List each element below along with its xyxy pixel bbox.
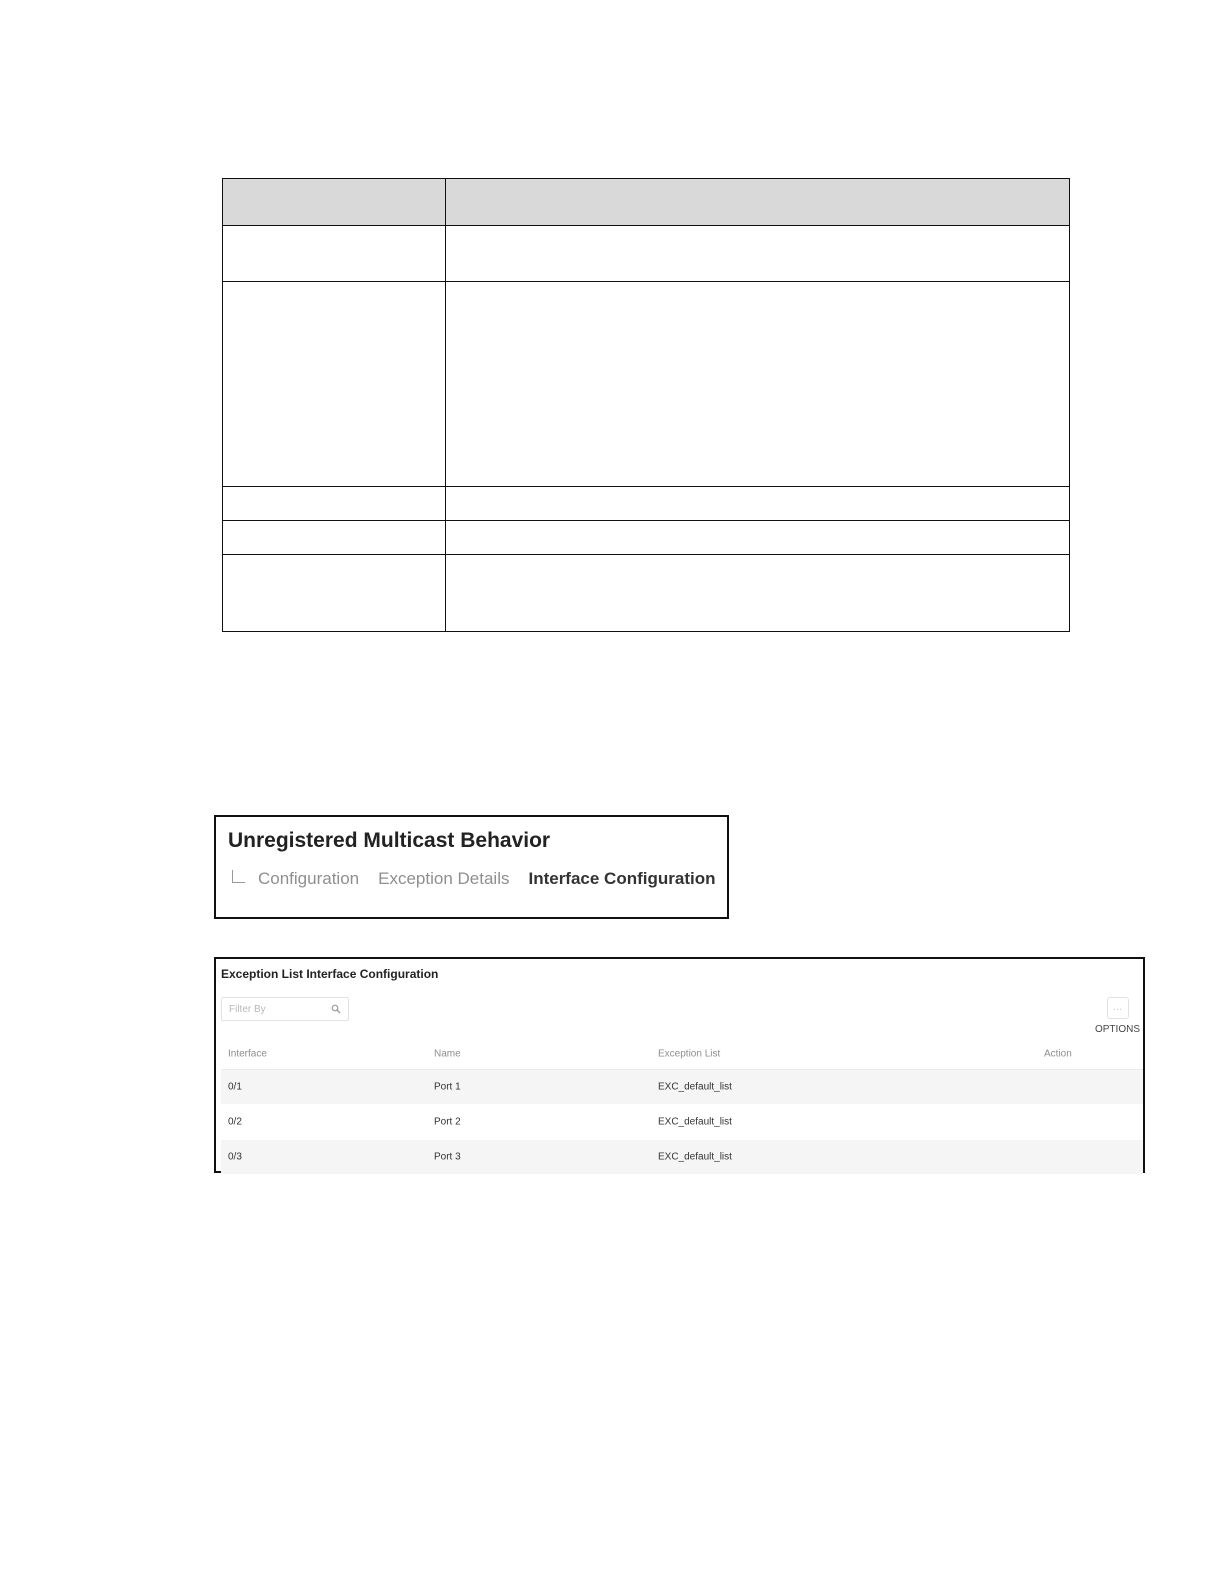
column-header-action: Action [1044, 1048, 1072, 1060]
cell-name: Port 1 [434, 1081, 461, 1093]
reference-row [223, 487, 1070, 521]
reference-cell [446, 282, 1070, 487]
reference-table [222, 178, 1070, 632]
column-header-interface[interactable]: Interface [228, 1048, 267, 1060]
cell-exception-list: EXC_default_list [658, 1116, 732, 1128]
reference-table-header [223, 179, 1070, 226]
reference-header-cell [223, 179, 446, 226]
breadcrumb [232, 869, 715, 889]
filter-input[interactable] [221, 997, 349, 1021]
reference-row [223, 226, 1070, 282]
cell-exception-list: EXC_default_list [658, 1081, 732, 1093]
reference-cell [446, 555, 1070, 632]
cell-interface: 0/1 [228, 1081, 242, 1093]
ellipsis-icon: … [1112, 1002, 1124, 1013]
reference-row [223, 282, 1070, 487]
table-row[interactable] [221, 1105, 1143, 1140]
reference-cell [446, 521, 1070, 555]
column-header-exception-list[interactable]: Exception List [658, 1048, 721, 1060]
panel-title: Exception List Interface Configuration [221, 967, 439, 981]
exception-list-interface-panel [214, 957, 1145, 1173]
breadcrumb-item-configuration[interactable]: Configuration [258, 869, 360, 888]
reference-cell [446, 487, 1070, 521]
breadcrumb-item-interface-configuration: Interface Configuration [528, 869, 716, 888]
column-header-name[interactable]: Name [434, 1048, 461, 1060]
breadcrumb-item-exception-details[interactable]: Exception Details [378, 869, 510, 888]
reference-cell [223, 555, 446, 632]
cell-name: Port 2 [434, 1116, 461, 1128]
options-button[interactable] [1107, 997, 1129, 1019]
tree-branch-icon [232, 870, 245, 883]
reference-header-cell [446, 179, 1070, 226]
cell-exception-list: EXC_default_list [658, 1151, 732, 1163]
search-icon[interactable] [331, 1004, 341, 1014]
reference-cell [223, 226, 446, 282]
reference-row [223, 555, 1070, 632]
filter-placeholder: Filter By [229, 1003, 266, 1015]
reference-cell [223, 282, 446, 487]
reference-cell [223, 487, 446, 521]
reference-row [223, 521, 1070, 555]
table-header-row [221, 1039, 1143, 1070]
breadcrumb-panel [214, 815, 729, 919]
options-label: OPTIONS [1094, 1024, 1140, 1035]
reference-cell [223, 521, 446, 555]
cell-interface: 0/3 [228, 1151, 242, 1163]
cell-name: Port 3 [434, 1151, 461, 1163]
page-title: Unregistered Multicast Behavior [228, 829, 551, 852]
table-row[interactable] [221, 1070, 1143, 1105]
cell-interface: 0/2 [228, 1116, 242, 1128]
reference-cell [446, 226, 1070, 282]
table-row[interactable] [221, 1140, 1143, 1175]
interface-table [221, 1039, 1143, 1175]
